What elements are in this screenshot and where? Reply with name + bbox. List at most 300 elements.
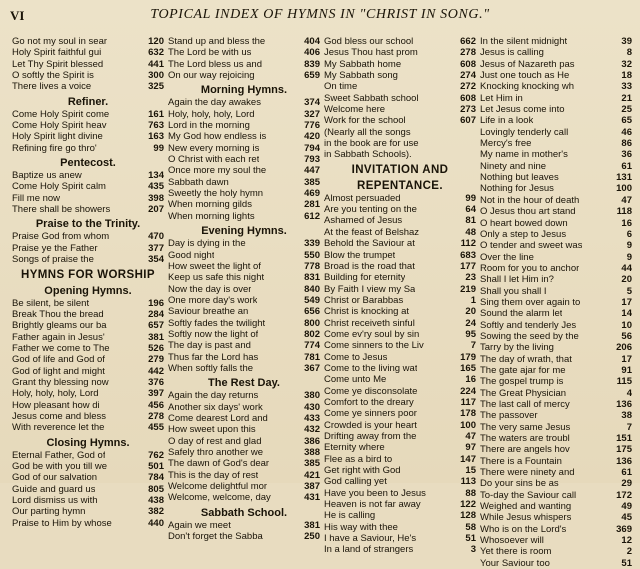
hymn-title: Do your sins be as: [480, 478, 559, 490]
hymn-number: 196: [148, 297, 164, 309]
index-entry: [480, 512, 632, 523]
hymn-title: Our parting hymn: [12, 506, 86, 518]
index-entry: [12, 243, 164, 254]
hymn-title: Shall you shall I: [480, 285, 547, 297]
hymn-title: One more day's work: [168, 294, 258, 306]
index-entry: [168, 120, 320, 131]
index-entry: [168, 390, 320, 401]
section-heading: Praise to the Trinity.: [35, 218, 141, 231]
hymn-number: 178: [460, 408, 476, 420]
hymn-number: 800: [304, 317, 320, 329]
index-entry: [480, 320, 632, 331]
hymn-number: 48: [465, 226, 476, 238]
index-entry: [168, 492, 320, 503]
hymn-number: 99: [465, 192, 476, 204]
hymn-title: Ninety and nine: [480, 160, 547, 172]
hymn-number: 161: [148, 108, 164, 120]
hymn-title: Jesus of Nazareth pas: [480, 58, 575, 70]
hymn-title: Not in the hour of death: [480, 194, 580, 206]
hymn-number: 839: [304, 58, 320, 70]
hymn-title: There shall be showers: [12, 204, 111, 216]
hymn-title: There were ninety and: [480, 467, 575, 479]
page-header: [0, 6, 640, 26]
hymn-title: Shall I let Him in?: [480, 274, 554, 286]
hymn-number: 91: [621, 364, 632, 376]
index-entry: [480, 297, 632, 308]
hymn-title: This is the day of rest: [168, 469, 259, 481]
hymn-number: 805: [148, 483, 164, 495]
hymn-number: [474, 127, 476, 138]
index-entry: [480, 546, 632, 557]
hymn-number: 179: [460, 351, 476, 363]
hymn-title: O tender and sweet was: [480, 240, 583, 252]
hymn-title: There are angels hov: [480, 444, 570, 456]
index-entry: [168, 520, 320, 531]
hymn-number: 794: [304, 142, 320, 154]
hymn-title: The waters are troubl: [480, 433, 570, 445]
hymn-title: On time: [324, 81, 358, 93]
hymn-number: 608: [460, 58, 476, 70]
hymn-title: Jesus is calling: [480, 47, 544, 59]
hymn-number: 88: [465, 487, 476, 499]
hymn-number: 272: [460, 81, 476, 93]
hymn-number: 441: [148, 58, 164, 70]
hymn-number: 421: [304, 469, 320, 481]
index-entry: [168, 143, 320, 154]
index-entry: [480, 36, 632, 47]
hymn-title: Father again in Jesus': [12, 331, 105, 343]
index-entry: [480, 308, 632, 319]
hymn-title: Day is dying in the: [168, 238, 246, 250]
hymn-title: Father we come to The: [12, 342, 110, 354]
hymn-number: 33: [621, 81, 632, 93]
hymn-number: 550: [304, 249, 320, 261]
hymn-title: Come to Jesus: [324, 351, 388, 363]
index-entry: [168, 458, 320, 469]
hymn-title: The dawn of God's dear: [168, 458, 270, 470]
hymn-title: in Sabbath Schools).: [324, 149, 412, 161]
hymn-number: 281: [304, 199, 320, 211]
hymn-title: Only a step to Jesus: [480, 228, 567, 240]
hymn-title: Eternal Father, God of: [12, 449, 106, 461]
hymn-title: Sweetly the holy hymn: [168, 188, 264, 200]
index-entry: [480, 286, 632, 297]
hymn-title: Another six days' work: [168, 401, 263, 413]
index-entry: [480, 47, 632, 58]
hymn-number: 147: [460, 453, 476, 465]
hymn-title: There lives a voice: [12, 81, 92, 93]
hymn-title: Lovingly tenderly call: [480, 126, 569, 138]
hymn-title: Once more my soul the: [168, 165, 267, 177]
hymn-number: 86: [621, 138, 632, 150]
index-entry: [480, 501, 632, 512]
hymn-title: Over the line: [480, 251, 534, 263]
index-entry: [324, 522, 476, 533]
index-entry: [12, 231, 164, 242]
index-entry: [12, 354, 164, 365]
hymn-title: (Nearly all the songs: [324, 126, 411, 138]
index-entry: [324, 215, 476, 226]
hymn-number: 14: [621, 308, 632, 320]
hymn-title: Let Him in: [480, 92, 523, 104]
section-heading: REPENTANCE.: [357, 179, 443, 192]
hymn-number: 15: [465, 465, 476, 477]
index-entry: [480, 376, 632, 387]
index-entry: [324, 454, 476, 465]
index-entry: [324, 295, 476, 306]
hymn-number: 657: [148, 320, 164, 332]
hymn-number: 44: [621, 262, 632, 274]
index-entry: [168, 447, 320, 458]
index-entry: [168, 59, 320, 70]
hymn-number: 278: [148, 410, 164, 422]
hymn-title: Safely thro another we: [168, 447, 264, 458]
hymn-title: Praise God from whom: [12, 231, 110, 243]
index-entry: [324, 93, 476, 104]
index-entry: [12, 506, 164, 517]
hymn-number: 354: [148, 254, 164, 266]
hymn-title: When softly falls the: [168, 362, 254, 374]
hymn-number: 683: [460, 249, 476, 261]
hymn-number: 224: [460, 385, 476, 397]
index-entry: [480, 172, 632, 183]
index-entry: [168, 306, 320, 317]
hymn-title: Again the day awakes: [168, 97, 261, 109]
hymn-title: New every morning is: [168, 142, 260, 154]
index-entry: [168, 436, 320, 447]
hymn-number: 398: [148, 192, 164, 204]
hymn-number: 7: [470, 340, 476, 352]
hymn-title: Holy, holy, holy, Lord: [168, 108, 255, 120]
hymn-number: 781: [304, 351, 320, 363]
hymn-number: 6: [626, 228, 632, 240]
hymn-title: Break Thou the bread: [12, 308, 104, 320]
index-entry: [168, 177, 320, 188]
index-entry: [480, 456, 632, 467]
hymn-number: 774: [304, 340, 320, 352]
hymn-title: Tarry by the living: [480, 342, 554, 354]
hymn-title: The very same Jesus: [480, 421, 571, 433]
hymn-number: 16: [621, 217, 632, 229]
hymn-title: Don't forget the Sabba: [168, 531, 263, 543]
hymn-title: With reverence let the: [12, 422, 105, 434]
hymn-number: 435: [148, 181, 164, 193]
hymn-title: My Sabbath home: [324, 58, 402, 70]
hymn-number: 840: [304, 283, 320, 295]
index-entry: [168, 109, 320, 120]
hymn-title: Sing them over again to: [480, 296, 581, 308]
hymn-number: 165: [460, 362, 476, 374]
hymn-title: Work for the school: [324, 115, 406, 127]
hymn-number: 207: [148, 204, 164, 216]
index-entry: [324, 204, 476, 215]
index-entry: [168, 272, 320, 283]
index-entry: [324, 465, 476, 476]
hymn-number: 549: [304, 294, 320, 306]
index-entry: [324, 227, 476, 238]
hymn-number: 24: [465, 317, 476, 329]
hymn-number: 61: [621, 467, 632, 479]
index-entry: [480, 444, 632, 455]
index-entry: [480, 490, 632, 501]
hymn-number: 9: [626, 240, 632, 252]
hymn-number: 776: [304, 120, 320, 132]
index-entry: [480, 70, 632, 81]
index-entry: [324, 193, 476, 204]
hymn-title: How sweet the light of: [168, 260, 261, 272]
hymn-number: 385: [304, 458, 320, 470]
index-entry: [480, 331, 632, 342]
index-entry: [480, 240, 632, 251]
index-entry: [12, 366, 164, 377]
index-entry: [12, 109, 164, 120]
hymn-title: God of light and might: [12, 365, 105, 377]
hymn-title: Grant thy blessing now: [12, 376, 109, 388]
index-entry: [480, 365, 632, 376]
hymn-title: Yet there is room: [480, 546, 552, 558]
hymn-number: 440: [148, 517, 164, 529]
index-entry: [168, 352, 320, 363]
hymn-title: Comfort to the dreary: [324, 396, 414, 408]
hymn-number: 385: [304, 176, 320, 188]
index-entry: [12, 120, 164, 131]
index-entry: [324, 408, 476, 419]
hymn-title: How pleasant how di: [12, 399, 100, 411]
hymn-number: 100: [616, 183, 632, 195]
hymn-number: 49: [621, 501, 632, 513]
hymn-title: Baptize us anew: [12, 170, 82, 182]
index-entry: [480, 81, 632, 92]
hymn-title: Lord dismiss us with: [12, 495, 98, 506]
hymn-title: Again we meet: [168, 519, 231, 531]
hymn-number: 100: [460, 419, 476, 431]
hymn-title: Fill me now: [12, 192, 61, 204]
hymn-number: 17: [621, 296, 632, 308]
hymn-number: 3: [470, 544, 476, 556]
hymn-title: O Jesus thou art stand: [480, 206, 576, 218]
index-entry: [324, 70, 476, 81]
hymn-title: My name in mother's: [480, 149, 568, 161]
index-entry: [324, 499, 476, 510]
hymn-number: 112: [460, 238, 476, 250]
section-heading: HYMNS FOR WORSHIP: [21, 268, 155, 281]
hymn-title: How sweet upon this: [168, 424, 256, 436]
index-entry: [12, 70, 164, 81]
index-entry: [324, 272, 476, 283]
hymn-title: O softly the Spirit is: [12, 70, 94, 82]
hymn-number: 45: [621, 512, 632, 524]
hymn-title: Life in a look: [480, 115, 534, 127]
hymn-number: 151: [616, 433, 632, 445]
hymn-number: 778: [304, 260, 320, 272]
hymn-title: There is a Fountain: [480, 455, 562, 467]
hymn-title: Softly fades the twilight: [168, 317, 266, 329]
index-entry: [12, 181, 164, 192]
hymn-number: 131: [616, 172, 632, 184]
index-entry: [324, 476, 476, 487]
hymn-number: 39: [621, 36, 632, 47]
index-entry: [12, 495, 164, 506]
hymn-number: 115: [616, 376, 632, 388]
hymn-title: Come ev'ry soul by sin: [324, 328, 420, 340]
hymn-title: O Christ with each ret: [168, 154, 260, 166]
index-entry: [480, 218, 632, 229]
hymn-number: 339: [304, 238, 320, 250]
hymn-number: 793: [304, 154, 320, 166]
hymn-number: 61: [621, 160, 632, 172]
hymn-number: 23: [465, 272, 476, 284]
index-entry: [480, 478, 632, 489]
hymn-number: 381: [304, 519, 320, 531]
index-columns: [12, 36, 632, 569]
hymn-title: Knocking knocking wh: [480, 81, 574, 93]
hymn-number: 8: [626, 47, 632, 59]
index-entry: [12, 388, 164, 399]
hymn-title: The passover: [480, 410, 538, 422]
index-entry: [168, 97, 320, 108]
hymn-number: 97: [465, 442, 476, 454]
hymn-title: Flee as a bird to: [324, 453, 393, 465]
hymn-title: The Great Physician: [480, 387, 567, 399]
hymn-title: God calling yet: [324, 476, 387, 488]
hymn-title: Come dearest Lord and: [168, 412, 268, 424]
section-heading: Morning Hymns.: [200, 84, 288, 97]
index-entry: [12, 450, 164, 461]
index-entry: [12, 472, 164, 483]
index-entry: [12, 422, 164, 433]
hymn-number: 470: [148, 231, 164, 243]
hymn-title: His way with thee: [324, 521, 398, 533]
index-entry: [480, 263, 632, 274]
index-entry: [324, 363, 476, 374]
hymn-number: 374: [304, 97, 320, 109]
hymn-title: God be with you till we: [12, 460, 108, 472]
hymn-number: 20: [621, 274, 632, 286]
index-entry: [480, 93, 632, 104]
hymn-title: Keep us safe this night: [168, 272, 265, 284]
index-entry: [324, 36, 476, 47]
hymn-number: 136: [616, 399, 632, 410]
hymn-number: 432: [304, 424, 320, 436]
index-entry: [168, 211, 320, 222]
index-entry: [12, 47, 164, 58]
hymn-number: 662: [460, 36, 476, 47]
hymn-number: 612: [304, 210, 320, 222]
index-entry: [480, 115, 632, 126]
hymn-title: Come ye disconsolate: [324, 385, 418, 397]
hymn-title: Stand up and bless the: [168, 36, 266, 47]
index-entry: [12, 400, 164, 411]
hymn-title: Praise ye the Father: [12, 242, 98, 254]
section-heading: Opening Hymns.: [44, 284, 132, 297]
hymn-title: God of life and God of: [12, 354, 105, 366]
index-entry: [12, 131, 164, 142]
page-title: TOPICAL INDEX OF HYMNS IN "CHRIST IN SONG.": [150, 7, 490, 22]
index-entry: [480, 354, 632, 365]
hymn-title: He is calling: [324, 510, 376, 522]
index-entry: [168, 238, 320, 249]
hymn-title: Guide and guard us: [12, 483, 96, 495]
index-entry: [480, 252, 632, 263]
hymn-number: 16: [465, 374, 476, 386]
hymn-title: The last call of mercy: [480, 399, 570, 410]
hymn-number: 1: [470, 294, 476, 306]
hymn-title: Christ or Barabbas: [324, 294, 404, 306]
hymn-title: Let Jesus come into: [480, 104, 565, 116]
hymn-number: 442: [148, 365, 164, 377]
hymn-number: 21: [621, 92, 632, 104]
hymn-number: 7: [626, 421, 632, 433]
hymn-number: 134: [148, 170, 164, 182]
index-entry: [12, 36, 164, 47]
hymn-number: 25: [621, 104, 632, 116]
hymn-title: Refining fire go thro': [12, 142, 97, 154]
section-heading: Sabbath School.: [200, 506, 288, 519]
hymn-number: 438: [148, 495, 164, 506]
index-entry: [324, 149, 476, 160]
index-entry: [324, 115, 476, 126]
hymn-number: 367: [304, 362, 320, 374]
hymn-title: Who is on the Lord's: [480, 523, 567, 535]
hymn-title: Welcome here: [324, 104, 386, 116]
index-entry: [324, 238, 476, 249]
hymn-title: Behold the Saviour at: [324, 238, 415, 250]
index-entry: [324, 420, 476, 431]
hymn-number: 656: [304, 306, 320, 318]
index-entry: [324, 104, 476, 115]
hymn-number: 56: [621, 330, 632, 342]
hymn-number: 763: [148, 120, 164, 132]
index-entry: [480, 535, 632, 546]
index-entry: [324, 318, 476, 329]
index-entry: [480, 399, 632, 410]
hymn-number: 99: [153, 142, 164, 154]
hymn-number: 163: [148, 131, 164, 143]
hymn-title: Crowded is your heart: [324, 419, 417, 431]
index-entry: [168, 531, 320, 542]
index-entry: [480, 138, 632, 149]
hymn-number: 433: [304, 412, 320, 424]
hymn-title: Welcome delightful mor: [168, 481, 268, 493]
hymn-title: Holy, holy, holy, Lord: [12, 388, 99, 400]
index-entry: [12, 298, 164, 309]
index-entry: [480, 558, 632, 569]
index-entry: [324, 374, 476, 385]
section-heading: Closing Hymns.: [46, 436, 130, 449]
hymn-title: O day of rest and glad: [168, 435, 262, 447]
hymn-number: 387: [304, 481, 320, 493]
hymn-title: Come to the living wat: [324, 362, 418, 374]
hymn-number: 279: [148, 354, 164, 366]
index-entry: [480, 104, 632, 115]
hymn-number: 784: [148, 472, 164, 484]
hymn-title: Come unto Me: [324, 374, 387, 386]
hymn-title: Heaven is not far away: [324, 499, 421, 511]
hymn-title: Come sinners to the Liv: [324, 340, 424, 352]
hymn-title: Go not my soul in sear: [12, 36, 108, 47]
index-entry: [324, 261, 476, 272]
section-heading: Evening Hymns.: [201, 225, 287, 238]
hymn-number: 95: [465, 328, 476, 340]
hymn-number: 404: [304, 36, 320, 47]
hymn-title: Building for eternity: [324, 272, 406, 284]
hymn-title: God bless our school: [324, 36, 414, 47]
hymn-title: When morning lights: [168, 210, 255, 222]
index-entry: [168, 318, 320, 329]
index-entry: [324, 284, 476, 295]
hymn-title: God of our salvation: [12, 472, 98, 484]
hymn-title: in the book are for use: [324, 138, 419, 150]
